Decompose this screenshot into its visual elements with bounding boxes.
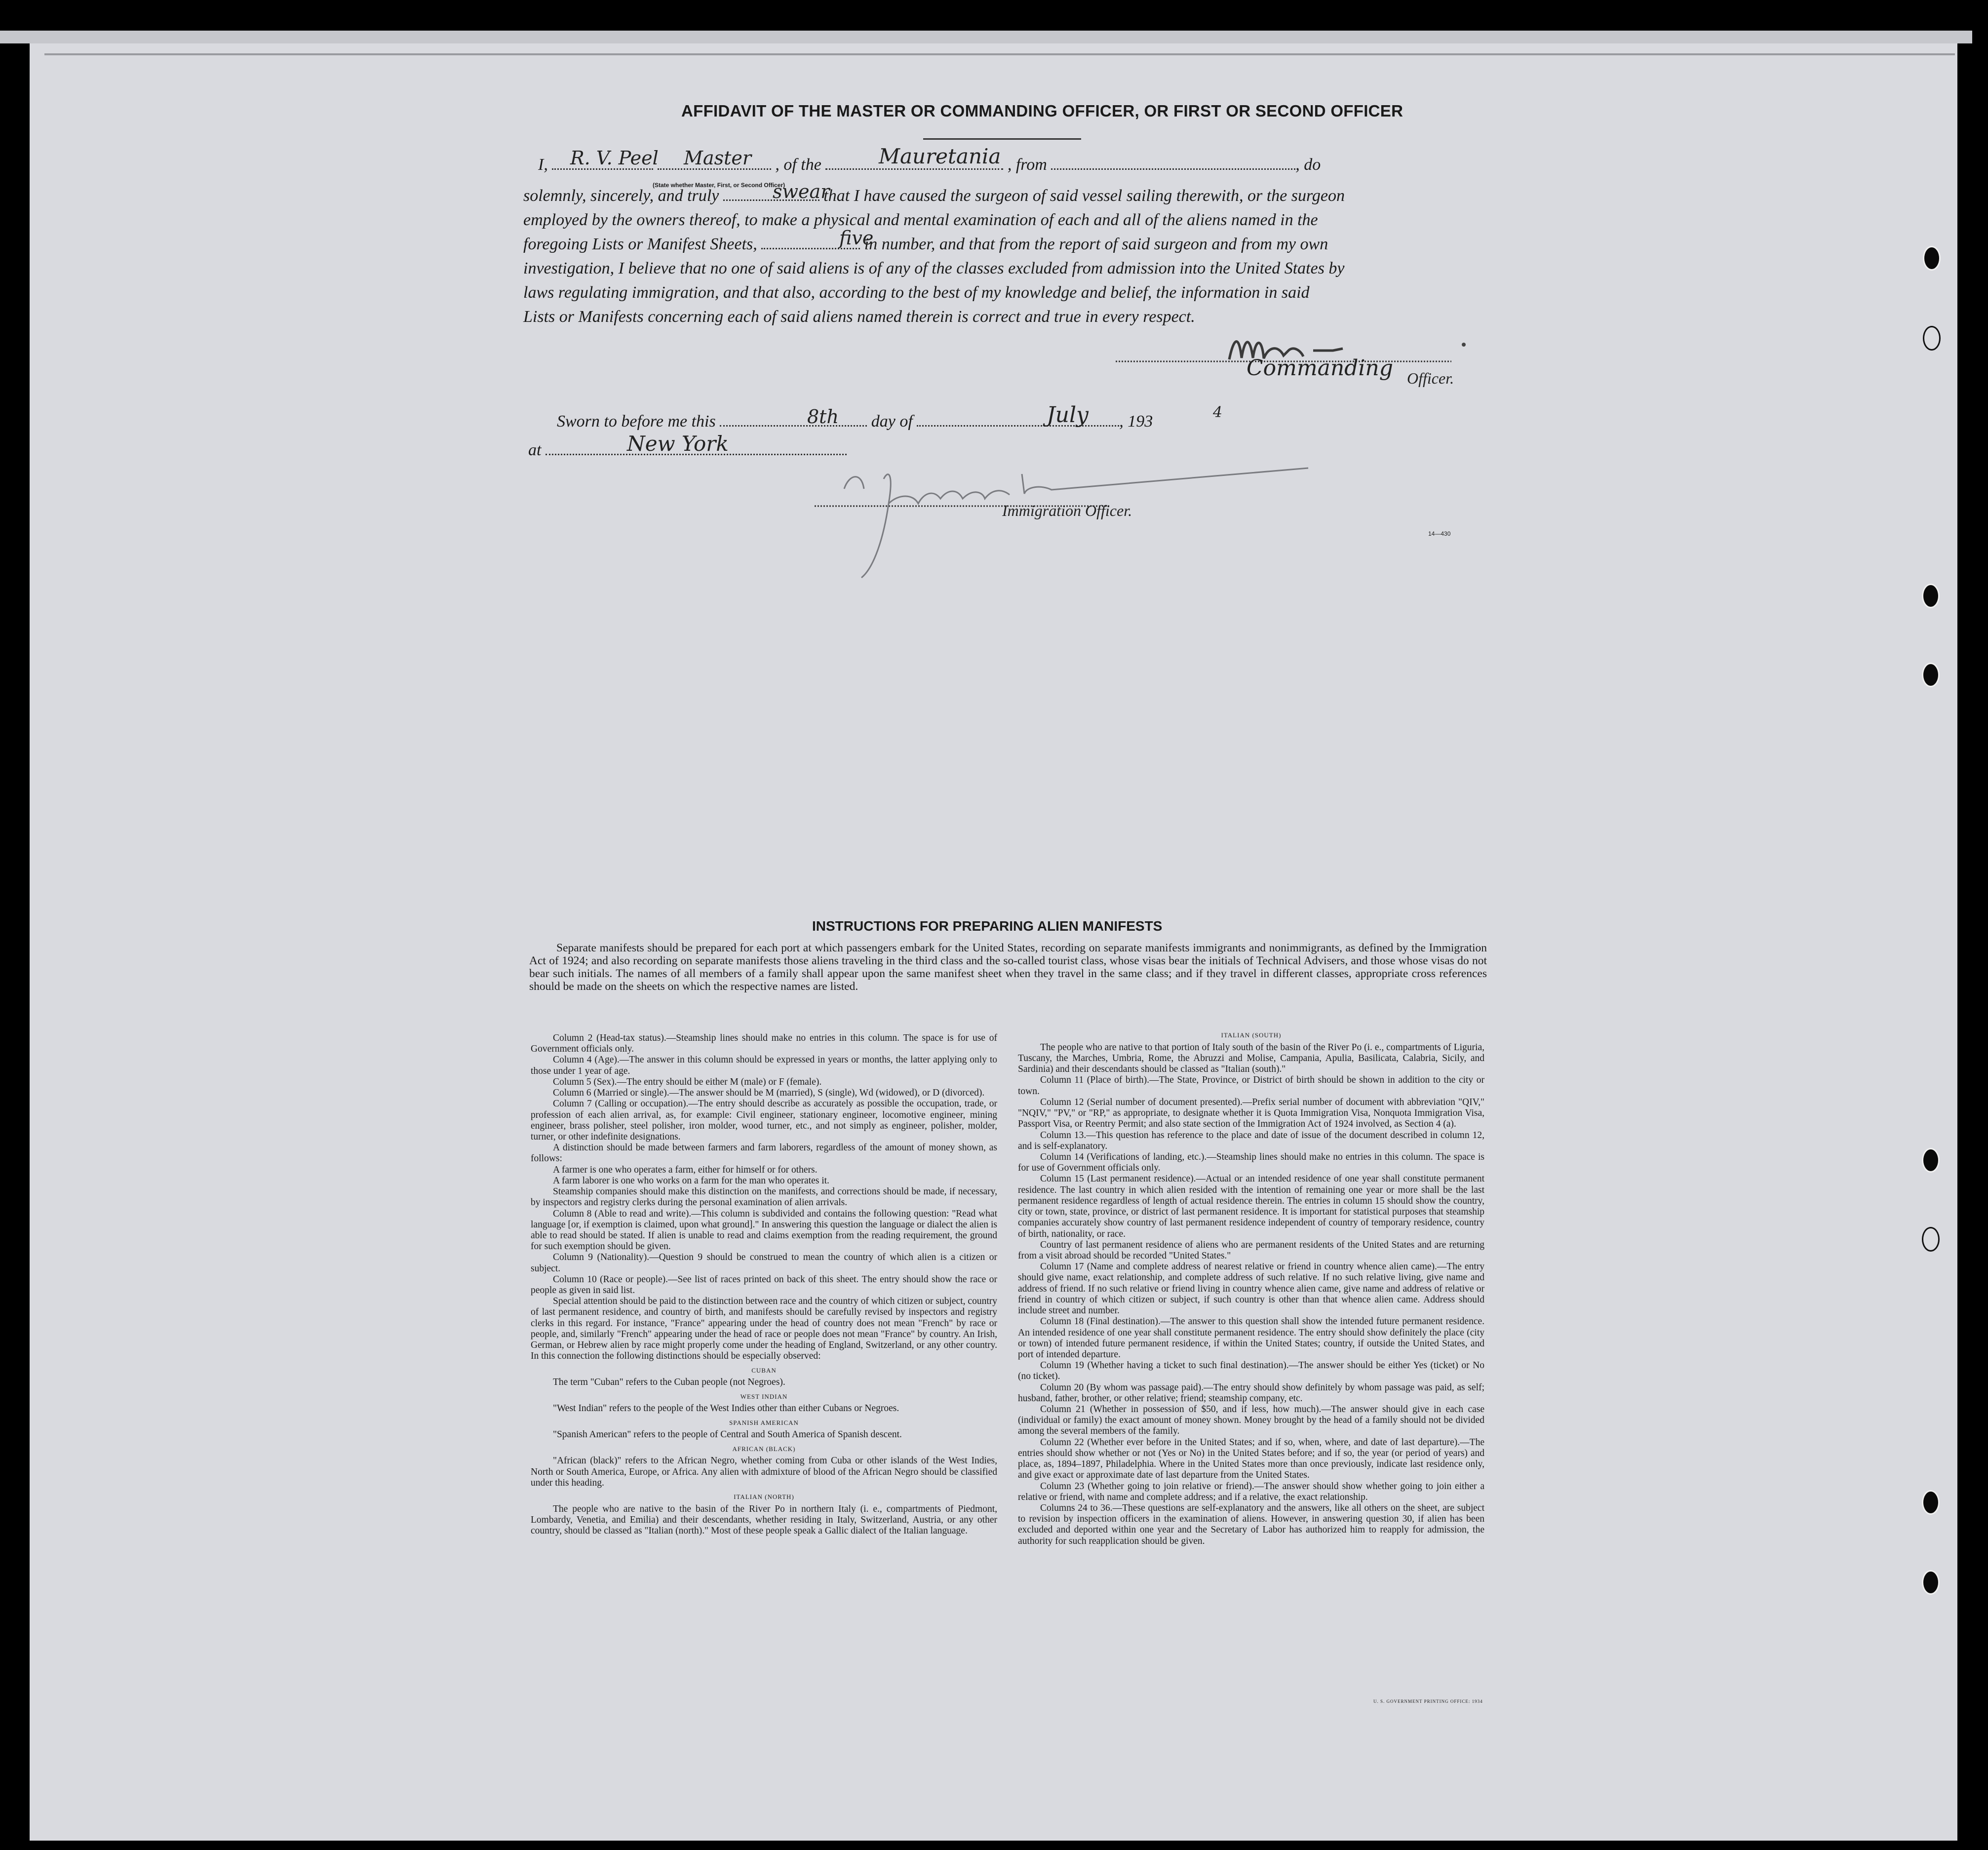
month-blank [917, 421, 1119, 427]
right-paragraph: Column 20 (By whom was passage paid).—The entry should show definitely by whom passage was paid, as self; husband, father, brother, or other relative; friend; steamship company, etc. [1018, 1382, 1484, 1404]
left-paragraph: Column 4 (Age).—The answer in this column should be expressed in years or months, the latter applying only to those under 1 year of age. [531, 1055, 997, 1076]
immigration-officer-label: Immigration Officer. [1002, 502, 1132, 519]
affidavit-title: AFFIDAVIT OF THE MASTER OR COMMANDING OFFICER, OR FIRST OR SECOND OFFICER [681, 102, 1403, 120]
left-paragraph: A farm laborer is one who works on a farm for the man who operates it. [553, 1175, 829, 1186]
right-paragraph: Column 22 (Whether ever before in the United States; and if so, when, where, and date of last departure).—The entries should show whether or not (Yes or No) in the United States before; and if so, the year (or period of years) and place, as, 1894–1897, Philadelphia. Where in the United States more than once previously, indicate last residence only, and give exact or approximate date of last departure from the United States. [1018, 1437, 1484, 1481]
text-do: , do [1295, 156, 1321, 174]
instructions-title: INSTRUCTIONS FOR PREPARING ALIEN MANIFESTS [812, 918, 1163, 934]
rank-handwritten: Master [684, 147, 751, 169]
immigration-officer-signature [815, 459, 1323, 583]
cuban-paragraph: The term "Cuban" refers to the Cuban people (not Negroes). [553, 1377, 785, 1388]
swear-handwritten: swear [773, 181, 830, 202]
text-day-of: day of [871, 412, 913, 431]
right-paragraph: Column 23 (Whether going to join relative or friend).—The answer should show whether going to join either a relative or friend, with name and complete address; and if a relative, the exact relationship. [1018, 1481, 1484, 1502]
text-i: I, [538, 156, 548, 174]
text-line-4b: in number, and that from the report of said surgeon and from my own [864, 235, 1328, 253]
commanding-handwritten: Commanding [1247, 355, 1393, 381]
page-top-rule [44, 53, 1955, 55]
left-paragraph: A distinction should be made between farmers and farm laborers, regardless of the amount of money shown, as follows: [531, 1142, 997, 1164]
ship-name-handwritten: Mauretania [879, 144, 1001, 168]
port-blank [1051, 164, 1295, 170]
right-paragraph: Column 17 (Name and complete address of nearest relative or friend in country whence alien came).—The entry should give name, exact relationship, and complete address of such relative. If no such relative living, give name and address of friend. If no such relative or friend living in country whence alien came, give name and address of relative or friend in country of which citizen or subject, if such country is other than that whence alien came. Address should include street and number. [1018, 1261, 1484, 1316]
binder-hole-icon [1923, 326, 1941, 351]
text-line-4a: foregoing Lists or Manifest Sheets, [523, 235, 757, 253]
binder-hole-icon [1923, 246, 1941, 271]
form-number: 14—430 [1428, 530, 1451, 537]
binder-hole-icon [1922, 1148, 1940, 1173]
affidavit-line-4 [523, 235, 1328, 254]
affidavit-line-2 [523, 187, 1345, 205]
right-paragraph: Country of last permanent residence of aliens who are permanent residents of the United States and are returning from a visit abroad should be recorded "United States." [1018, 1239, 1484, 1261]
right-paragraph: Column 19 (Whether having a ticket to such final destination).—The answer should be either Yes (ticket) or No (no ticket). [1018, 1360, 1484, 1382]
place-handwritten: New York [627, 432, 729, 456]
text-year-prefix: , 193 [1119, 412, 1153, 431]
section-heading: SPANISH AMERICAN [729, 1418, 799, 1426]
spanish-american-paragraph: "Spanish American" refers to the people of Central and South America of Spanish descent. [553, 1429, 902, 1440]
african-paragraph: "African (black)" refers to the African Negro, whether coming from Cuba or other islands of the West Indies, North or South America, Europe, or Africa. Any alien with admixture of blood of the African Negro should be classified under this heading. [531, 1456, 997, 1488]
binder-hole-icon [1922, 584, 1940, 608]
left-paragraph: Column 6 (Married or single).—The answer should be M (married), S (single), Wd (widowed), or D (divorced). [553, 1088, 985, 1099]
day-blank [720, 421, 867, 427]
page-top-edge [0, 31, 1972, 43]
section-heading: CUBAN [751, 1366, 777, 1374]
left-paragraph: Column 2 (Head-tax status).—Steamship lines should make no entries in this column. The space is for use of Government officials only. [531, 1033, 997, 1055]
left-paragraph: Column 10 (Race or people).—See list of races printed on back of this sheet. The entry should show the race or people as given in said list. [531, 1274, 997, 1296]
affidavit-line-5: investigation, I believe that no one of said aliens is of any of the classes excluded from admission into the United States by [523, 259, 1345, 277]
instructions-intro: Separate manifests should be prepared for each port at which passengers embark for the United States, recording on separate manifests immigrants and nonimmigrants, as defined by the Immigration Act of 1924; and also recording on separate manifests those aliens traveling in the third class and the so-called tourist class, whose visas bear the initials of Technical Advisers, and those whose visas do not bear such initials. The names of all members of a family shall appear upon the same manifest sheet when they travel in the same class; and if they travel in different classes, appropriate cross references should be made on the sheets on which the respective names are listed. [529, 942, 1487, 993]
affidavit-line-6: laws regulating immigration, and that also, according to the best of my knowledge and belief, the information in said [523, 283, 1310, 302]
title-underline [923, 138, 1081, 140]
italian-north-paragraph: The people who are native to the basin of the River Po in northern Italy (i. e., compartments of Piedmont, Lombardy, Venetia, and Emilia) and their descendants, whether residing in Italy, Switzerland, Austria, or any other country, should be classed as "Italian (north)." Most of these people speak a Gallic dialect of the Italian language. [531, 1503, 997, 1536]
binder-hole-icon [1922, 663, 1940, 687]
affidavit-line-7: Lists or Manifests concerning each of said aliens named therein is correct and true in every respect. [523, 308, 1195, 326]
left-paragraph: Column 5 (Sex).—The entry should be either M (male) or F (female). [553, 1076, 822, 1087]
right-paragraph: The people who are native to that portion of Italy south of the basin of the River Po (i. e., compartments of Liguria, Tuscany, the Marches, Umbria, Rome, the Abruzzi and Molise, Campania, Apulia, Basilicata, Calabria, Sicily, and Sardinia) and their descendants should be classed as "Italian (south)." [1018, 1042, 1484, 1075]
left-paragraph: Column 8 (Able to read and write).—This column is subdivided and contains the following question: "Read what language [or, if exemption is claimed, upon what ground]." In answering this question the language or dialect the alien is able to read should be stated. If alien is unable to read and claims exemption from the reading requirement, the ground for such exemption should be given. [531, 1208, 997, 1252]
year-handwritten: 4 [1213, 404, 1223, 421]
section-heading: AFRICAN (BLACK) [732, 1445, 796, 1453]
section-heading: ITALIAN (NORTH) [734, 1493, 794, 1501]
text-from: , from [1007, 156, 1047, 174]
text-at: at [528, 441, 542, 459]
text-solemnly: solemnly, sincerely, and truly [523, 187, 719, 205]
printing-office-imprint: U. S. GOVERNMENT PRINTING OFFICE: 1934 [1373, 1699, 1483, 1704]
binder-hole-icon [1922, 1227, 1940, 1252]
binder-hole-icon [1922, 1570, 1940, 1595]
right-paragraph: Column 18 (Final destination).—The answer to this question shall show the intended future permanent residence. An intended residence of one year shall constitute permanent residence. The entry should show definitely the place (city or town) of intended future permanent residence, if within the United States; country, if outside the United States, and port of intended departure. [1018, 1316, 1484, 1360]
left-paragraph: Special attention should be paid to the distinction between race and the country of which citizen or subject, country of last permanent residence, and country of birth, and manifests should be carefully revised by inspectors and registry clerks in this regard. For instance, "France" appearing under the head of country does not mean "French" by race or people, and, similarly "French" appearing under the head of race or people does not mean "France" by country. An Irish, German, or Hebrew alien by race might properly come under the heading of England, Switzerland, or any other country. In this connection the following distinctions should be especially observed: [531, 1296, 997, 1362]
left-paragraph: A farmer is one who operates a farm, either for himself or for others. [553, 1164, 818, 1175]
text-of-the: , of the [775, 156, 821, 174]
officer-label: Officer. [1407, 369, 1454, 387]
binder-hole-icon [1922, 1490, 1940, 1515]
right-paragraph: Column 13.—This question has reference to the place and date of issue of the document described in column 12, and is self-explanatory. [1018, 1130, 1484, 1151]
text-sworn: Sworn to before me this [557, 412, 716, 431]
instructions-right-column [1018, 1027, 1484, 1547]
right-paragraph: Column 15 (Last permanent residence).—Actual or an intended residence of one year shall constitute permanent residence. The last country in which alien resided with the intention of remaining one year or more shall be the last permanent residence regardless of length of actual residence therein. The entries in column 15 should show the country, city or town, state, province, or district of last permanent residence. It is important for statistical purposes that steamship companies accurately show country of last permanent residence independent of country of temporary residence, country of birth, nationality, or race. [1018, 1174, 1484, 1239]
instructions-left-column [531, 1033, 997, 1537]
rank-note: (State whether Master, First, or Second Officer) [653, 182, 785, 189]
text-line-2: that I have caused the surgeon of said vessel sailing therewith, or the surgeon [823, 187, 1345, 205]
left-paragraph: Column 9 (Nationality).—Question 9 should be construed to mean the country of which alien is a citizen or subject. [531, 1252, 997, 1274]
right-paragraph: Column 12 (Serial number of document presented).—Prefix serial number of document with abbreviation "QIV," "NQIV," "PV," or "RP," as appropriate, to designate whether it is Quota Immigration Visa, Nonquota Immigration Visa, Passport Visa, or Reentry Permit; and also state section of the Immigration Act of 1924 involved, as Section 4 (a). [1018, 1097, 1484, 1130]
section-heading: WEST INDIAN [740, 1392, 788, 1400]
right-paragraph: Column 14 (Verifications of landing, etc.).—Steamship lines should make no entries in this column. The space is for use of Government officials only. [1018, 1152, 1484, 1174]
month-handwritten: July [1047, 402, 1089, 428]
left-paragraph: Column 7 (Calling or occupation).—The entry should describe as accurately as possible the occupation, trade, or profession of each alien arrival, as, for example: Civil engineer, stationary engineer, locomotive engineer, mining engineer, brass polisher, steel polisher, iron molder, wood turner, etc., and not simply as engineer, polisher, molder, turner, or other indefinite designations. [531, 1099, 997, 1142]
affidavit-line-3: employed by the owners thereof, to make a physical and mental examination of each and all of the aliens named in the [523, 211, 1318, 229]
section-heading: ITALIAN (SOUTH) [1221, 1031, 1282, 1039]
day-handwritten: 8th [807, 406, 839, 428]
master-name-handwritten: R. V. Peel [570, 147, 659, 169]
left-paragraph: Steamship companies should make this distinction on the manifests, and corrections should be made, if necessary, by inspectors and registry clerks during the personal examination of alien arrivals. [531, 1186, 997, 1208]
count-handwritten: five [839, 227, 874, 249]
right-paragraph: Column 21 (Whether in possession of $50, and if less, how much).—The answer should give in each case (individual or family) the exact amount of money shown. Money brought by the head of a family should not be divided among the several members of the family. [1018, 1404, 1484, 1437]
right-paragraph: Columns 24 to 36.—These questions are self-explanatory and the answers, like all others on the sheet, are subject to revision by inspection officers in the examination of aliens. However, in answering question 30, if alien has been excluded and deported within one year and the Secretary of Labor has authorized him to reapply for admission, the authority for such reapplication should be given. [1018, 1503, 1484, 1546]
right-paragraph: Column 11 (Place of birth).—The State, Province, or District of birth should be shown in addition to the city or town. [1018, 1075, 1484, 1097]
west-indian-paragraph: "West Indian" refers to the people of the West Indies other than either Cubans or Negroes. [553, 1403, 899, 1414]
